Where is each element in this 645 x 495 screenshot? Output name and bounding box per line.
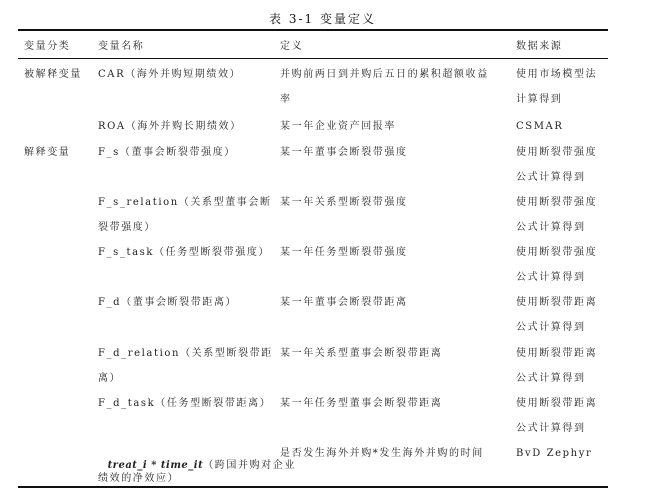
row-name	[98, 448, 296, 472]
treat-time-formula: treat_i * time_it	[107, 460, 204, 471]
row-source: 计算得到	[516, 94, 563, 105]
row-name-text: （跨国并购对企业	[203, 460, 296, 471]
row-source: 使用断裂带强度	[516, 147, 598, 158]
row-name: 绩效的净效应）	[98, 473, 180, 484]
table-caption: 表 3-1 变量定义	[269, 12, 376, 26]
row-source: BvD Zephyr	[516, 448, 593, 459]
row-definition: 某一年董事会断裂带距离	[280, 297, 408, 308]
row-definition: 某一年董事会断裂带强度	[280, 147, 408, 158]
row-definition: 某一年任务型董事会断裂带距离	[280, 398, 443, 409]
header-definition: 定义	[280, 41, 304, 52]
row-name: 裂带强度）	[98, 222, 156, 233]
row-source: 公式计算得到	[516, 222, 586, 233]
header-name: 变量名称	[98, 41, 145, 52]
row-definition: 某一年企业资产回报率	[280, 121, 396, 132]
row-name: F_d_relation（关系型断裂带距	[98, 348, 273, 359]
header-source: 数据来源	[516, 41, 563, 52]
row-name: F_s（董事会断裂带强度）	[98, 147, 236, 158]
row-definition: 是否发生海外并购*发生海外并购的时间	[280, 448, 484, 459]
header-category: 变量分类	[24, 41, 71, 52]
row-source: 公式计算得到	[516, 373, 586, 384]
row-name: CAR（海外并购短期绩效）	[98, 69, 242, 80]
bottom-rule	[18, 486, 608, 488]
row-definition: 某一年关系型董事会断裂带距离	[280, 348, 443, 359]
row-source: 使用断裂带距离	[516, 297, 598, 308]
row-source: 使用断裂带强度	[516, 197, 598, 208]
row-source: 公式计算得到	[516, 322, 586, 333]
row-name: 离）	[98, 373, 122, 384]
row-name: F_s_task（任务型断裂带强度）	[98, 247, 271, 258]
row-source: 使用断裂带强度	[516, 247, 598, 258]
row-source: 使用断裂带距离	[516, 398, 598, 409]
row-category: 被解释变量	[24, 69, 82, 80]
top-rule	[18, 29, 608, 31]
row-definition: 某一年任务型断裂带强度	[280, 247, 408, 258]
row-source: CSMAR	[516, 121, 564, 132]
row-source: 公式计算得到	[516, 172, 586, 183]
row-definition: 率	[280, 94, 292, 105]
row-source: 使用市场模型法	[516, 69, 598, 80]
row-definition: 某一年关系型断裂带强度	[280, 197, 408, 208]
header-rule	[18, 58, 608, 59]
row-source: 公式计算得到	[516, 272, 586, 283]
row-category: 解释变量	[24, 147, 71, 158]
row-name: F_d（董事会断裂带距离）	[98, 297, 238, 308]
row-definition: 并购前两日到并购后五日的累积超额收益	[280, 69, 489, 80]
row-name: F_d_task（任务型断裂带距离）	[98, 398, 272, 409]
row-source: 公式计算得到	[516, 423, 586, 434]
row-name: ROA（海外并购长期绩效）	[98, 121, 242, 132]
row-name: F_s_relation（关系型董事会断	[98, 197, 272, 208]
row-source: 使用断裂带距离	[516, 348, 598, 359]
